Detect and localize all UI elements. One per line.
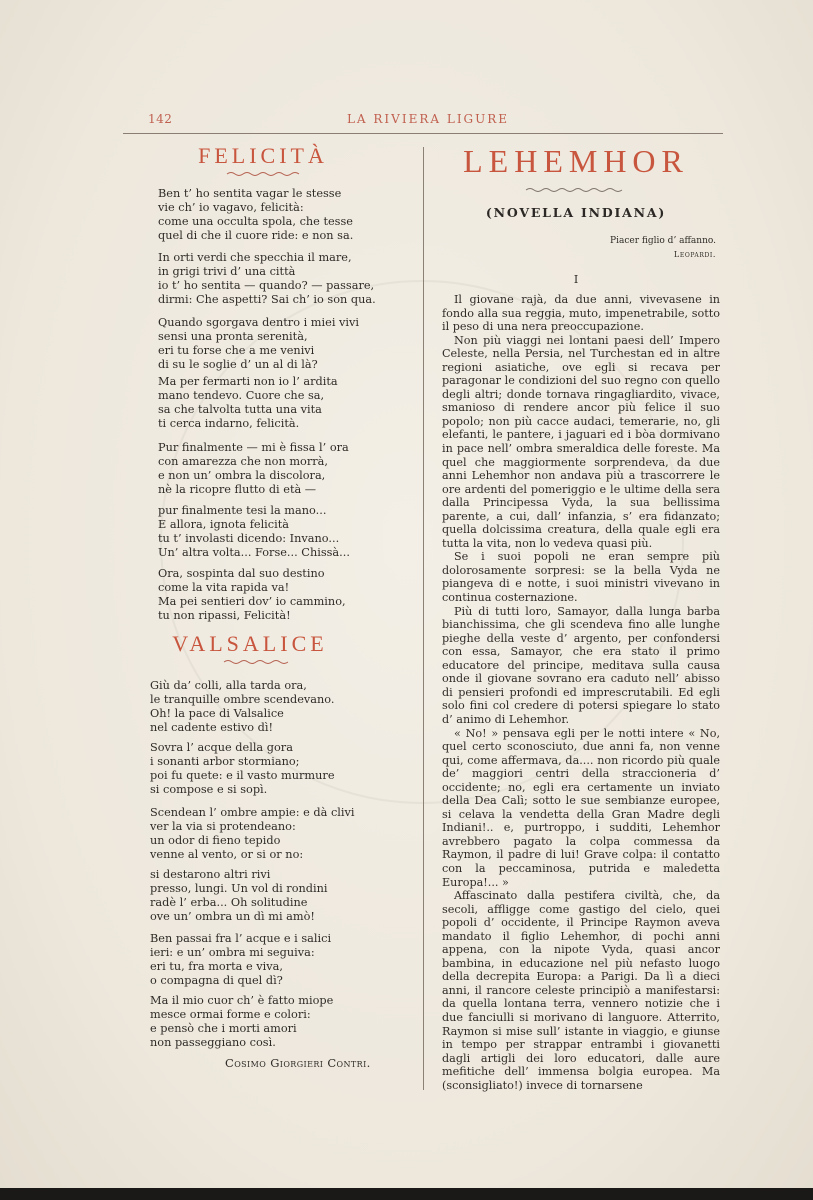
poem2-stanza: Giù da’ colli, alla tarda ora, le tranquille ombre scendevano. Oh! la pace di Valsalice nel cadente estivo dì! — [150, 679, 335, 734]
poem2-stanza: Sovra l’ acque della gora i sonanti arbor stormiano; poi fu quete: e il vasto murmure si compose e si sopì. — [150, 741, 335, 796]
header-rule — [123, 133, 723, 134]
paragraph: Non più viaggi nei lontani paesi dell’ Impero Celeste, nella Persia, nel Turchestan ed in altre regioni asiatiche, ove egli si recava per paragonar le condizioni del suo regno con quello degli altri; donde tornava ringagliardito, vivace, smanioso di rendere ancor più felice il suo popolo; non più cacce audaci, temerarie, no, gli elefanti, le pantere, i jaguari ed i bòa dormivano in pace nell’ ombra smeraldica delle foreste. Ma quel che maggiormente sorprendeva, da due anni Lehemhor non andava più a trascorrere le ore ardenti del pomeriggio e le ultime della sera dalla Principessa Vyda, la sua bellissima parente, a cui, dall’ infanzia, s’ era fidanzato; quella dolcissima creatura, della quale egli era tutta la vita, non lo vedeva quasi più. — [442, 333, 720, 550]
story-subtitle: (NOVELLA INDIANA) — [485, 205, 667, 220]
poem2-stanza: Ma il mio cuor ch’ è fatto miope mesce ormai forme e colori: e pensò che i morti amori non passeggiano così. — [150, 994, 334, 1049]
page-bottom-edge — [0, 1188, 813, 1200]
title-ornament — [524, 187, 628, 193]
poem1-stanza: Ora, sospinta dal suo destino come la vita rapida va! Ma pei sentieri dov’ io cammino, tu non ripassi, Felicità! — [158, 567, 346, 622]
chapter-number: I — [573, 273, 579, 286]
title-ornament — [222, 659, 292, 665]
paragraph: « No! » pensava egli per le notti intere « No, quel certo sconosciuto, due anni fa, non venne qui, come affermava, da.... non ricordo più quale de’ maggiori centri della straccioneria d’ occidente; no, egli era certamente un inviato della Dea Calì; sotto le sue sembianze europee, si celava la vendetta della Gran Madre degli Indiani!.. e, purtroppo, i sudditi, Lehemhor avrebbero pagato la colpa commessa da Raymon, il padre di lui! Grave colpa: il contatto con la peccaminosa, putrida e maledetta Europa!... » — [442, 726, 720, 889]
journal-title: LA RIVIERA LIGURE — [346, 112, 510, 126]
paragraph: Il giovane rajà, da due anni, vivevasene in fondo alla sua reggia, muto, impenetrabile, sotto il peso di una nera preoccupazione. — [442, 293, 720, 334]
poem2-stanza: Scendean l’ ombre ampie: e dà clivi ver la via si protendeano: un odor di fieno tepido venne al vento, or si or no: — [150, 806, 355, 861]
poem1-stanza: Pur finalmente — mi è fissa l’ ora con amarezza che non morrà, e non un’ ombra la discolora, nè la ricopre flutto di età — — [158, 441, 349, 496]
paragraph: Affascinato dalla pestifera civiltà, che, da secoli, affligge come gastigo del cielo, quei popoli d’ occidente, il Principe Raymon aveva mandato il figlio Lehemhor, di pochi anni appena, con la nipote Vyda, quasi ancor bambina, in educazione nel più nefasto luogo della decrepita Europa: a Parigi. Da lì a dieci anni, il rancore celeste principiò a manifestarsi: da quella lontana terra, vennero notizie che i due fanciulli si morivano di languore. Atterrito, Raymon si mise sull’ istante in viaggio, e giunse in tempo per strappar entrambi i giovanetti dagli artigli dei loro educatori, dalle aure mefitiche dell’ immensa bolgia europea. Ma (sconsigliato!) invece di tornarsene — [442, 889, 720, 1092]
paragraph: Se i suoi popoli ne eran sempre più dolorosamente sorpresi: se la bella Vyda ne piangeva di e notte, i suoi ministri vivevano in continua costernazione. — [442, 550, 720, 605]
page-number: 142 — [148, 112, 173, 126]
column-rule — [423, 147, 424, 1090]
epigraph-quote: Piacer figlio d’ affanno. — [610, 236, 716, 246]
title-ornament — [225, 171, 301, 177]
epigraph-author: Leopardi. — [673, 250, 716, 259]
epigraph — [610, 235, 716, 261]
poem1-stanza: Ma per fermarti non io l’ ardita mano tendevo. Cuore che sa, sa che talvolta tutta una vita ti cerca indarno, felicità. — [158, 375, 338, 430]
poem-title-felicita: FELICITÀ — [198, 143, 328, 168]
poem2-stanza: si destarono altri rivi presso, lungi. Un vol di rondini radè l’ erba... Oh solitudine ove un’ ombra un dì mi amò! — [150, 868, 328, 923]
poem1-stanza: In orti verdi che specchia il mare, in grigi trivi d’ una città io t’ ho sentita — quando? — passare, dirmi: Che aspetti? Sai ch’ io son qua. — [158, 251, 376, 306]
paragraph: Più di tutti loro, Samayor, dalla lunga barba bianchissima, che gli scendeva fino alle lunghe pieghe della veste d’ argento, per confondersi con essa, Samayor, che era stato il primo educatore del principe, meditava sulla causa onde il giovane sovrano era caduto nell’ abisso di pensieri profondi ed imprescrutabili. Ed egli solo fini col credere di potersi spiegare lo stato d’ animo di Lehemhor. — [442, 604, 720, 726]
poem2-stanza: Ben passai fra l’ acque e i salici ieri: e un’ ombra mi seguiva: eri tu, fra morta e viva, o compagna di quel dì? — [150, 932, 332, 987]
story-body — [442, 293, 720, 1092]
poem1-stanza: pur finalmente tesi la mano... E allora, ignota felicità tu t’ involasti dicendo: Invano... Un’ altra volta... Forse... Chissà... — [158, 504, 350, 559]
story-title: LEHEMHOR — [463, 143, 689, 179]
running-head — [148, 112, 708, 132]
poem1-stanza: Quando sgorgava dentro i miei vivi sensi una pronta serenità, eri tu forse che a me venivi di su le soglie d’ un al di là? — [158, 316, 360, 371]
author-signature: Cosimo Giorgieri Contri. — [225, 1056, 371, 1070]
poem1-stanza: Ben t’ ho sentita vagar le stesse vie ch’ io vagavo, felicità: come una occulta spola, che tesse quel di che il cuore ride: e non sa. — [158, 187, 354, 242]
poem-title-valsalice: VALSALICE — [172, 631, 328, 656]
